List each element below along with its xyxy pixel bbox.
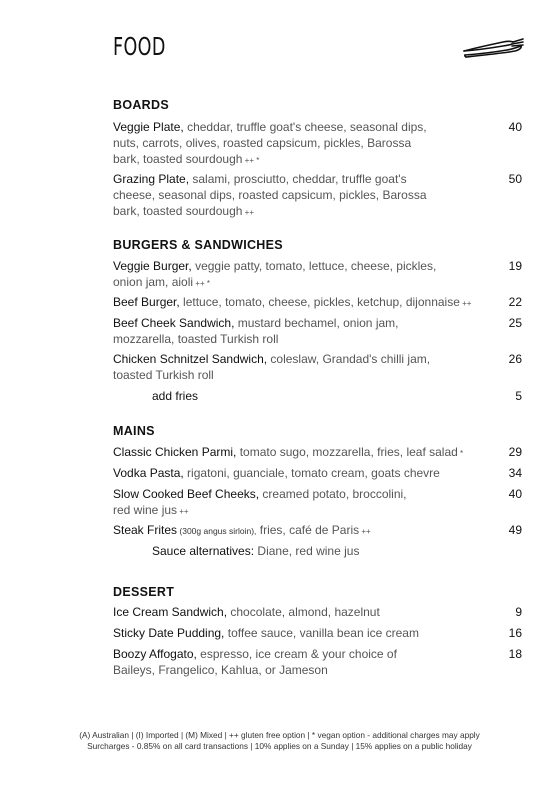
- menu-item-vodka-pasta: [113, 465, 473, 481]
- item-name: Grazing Plate,: [113, 172, 190, 186]
- item-price: 26: [508, 352, 522, 366]
- menu-item-sticky-date-pudding: [113, 625, 473, 641]
- dietary-mark: ++: [359, 527, 371, 536]
- menu-item-beef-cheek-sandwich: [113, 315, 439, 347]
- item-description: coleslaw, Grandad's chilli jam, toasted Turkish roll: [113, 352, 431, 382]
- item-name: Veggie Burger,: [113, 259, 192, 273]
- item-description: chocolate, almond, hazelnut: [227, 605, 380, 619]
- section-heading-dessert: DESSERT: [113, 585, 175, 599]
- section-heading-mains: MAINS: [113, 424, 155, 438]
- section-heading-boards: BOARDS: [113, 98, 169, 112]
- item-description: cheddar, truffle goat's cheese, seasonal dips, nuts, carrots, olives, roasted capsicum, pickles, Barossa bark, toasted sourdough: [113, 120, 427, 166]
- item-price: 9: [515, 605, 522, 619]
- footer-surcharges: Surcharges - 0.85% on all card transactions | 10% applies on a Sunday | 15% applies on a public holiday: [87, 741, 472, 751]
- item-name: Vodka Pasta,: [113, 466, 184, 480]
- item-description: lettuce, tomato, cheese, pickles, ketchup, dijonnaise: [179, 295, 460, 309]
- item-description: espresso, ice cream & your choice of Baileys, Frangelico, Kahlua, or Jameson: [113, 647, 397, 677]
- item-description: salami, prosciutto, cheddar, truffle goat's cheese, seasonal dips, roasted capsicum, pickles, Barossa bark, toasted sourdough: [113, 172, 427, 218]
- menu-item-steak-frites: [113, 522, 473, 540]
- dietary-mark: ++: [459, 299, 472, 308]
- item-price: 50: [508, 172, 522, 186]
- footer-legend: (A) Australian | (I) Imported | (M) Mixed | ++ gluten free option | * vegan option - additional charges may apply: [79, 730, 480, 740]
- item-name: Classic Chicken Parmi,: [113, 445, 237, 459]
- item-description: toffee sauce, vanilla bean ice cream: [224, 626, 419, 640]
- menu-item-grazing-plate: [113, 171, 439, 221]
- sauce-label: Sauce alternatives:: [152, 544, 255, 558]
- add-fries-label: add fries: [152, 389, 199, 403]
- menu-item-classic-chicken-parmi: [113, 444, 473, 462]
- item-name: Chicken Schnitzel Sandwich,: [113, 352, 268, 366]
- item-name: Sticky Date Pudding,: [113, 626, 225, 640]
- item-price: 19: [508, 259, 522, 273]
- menu-item-chicken-schnitzel-sandwich: [113, 351, 439, 383]
- item-name: Slow Cooked Beef Cheeks,: [113, 487, 260, 501]
- item-description: mustard bechamel, onion jam, mozzarella, toasted Turkish roll: [113, 316, 399, 346]
- item-price: 40: [508, 487, 522, 501]
- item-price: 22: [508, 295, 522, 309]
- item-description: creamed potato, broccolini, red wine jus: [113, 487, 407, 517]
- item-description: rigatoni, guanciale, tomato cream, goats chevre: [183, 466, 440, 480]
- menu-item-veggie-burger: [113, 258, 439, 292]
- item-name: Beef Cheek Sandwich,: [113, 316, 235, 330]
- dietary-mark: *: [457, 449, 464, 458]
- dietary-mark: ++: [177, 507, 189, 516]
- item-price: 34: [508, 466, 522, 480]
- item-note: (300g angus sirloin),: [177, 526, 257, 536]
- dietary-mark: ++ *: [242, 156, 260, 165]
- section-heading-burgers: BURGERS & SANDWICHES: [113, 238, 283, 252]
- menu-item-slow-cooked-beef-cheeks: [113, 486, 413, 520]
- item-name: Beef Burger,: [113, 295, 180, 309]
- item-price: 16: [508, 626, 522, 640]
- item-name: Steak Frites: [113, 523, 178, 537]
- cutlery-icon: [461, 33, 525, 61]
- item-name: Boozy Affogato,: [113, 647, 197, 661]
- item-price: 49: [508, 523, 522, 537]
- sauce-options: Diane, red wine jus: [254, 544, 360, 558]
- item-description: tomato sugo, mozzarella, fries, leaf salad: [236, 445, 458, 459]
- item-description: fries, café de Paris: [256, 523, 360, 537]
- item-name: Veggie Plate,: [113, 120, 184, 134]
- menu-item-boozy-affogato: [113, 646, 439, 678]
- item-price: 29: [508, 445, 522, 459]
- dietary-mark: ++: [242, 208, 254, 217]
- page-title: FOOD: [113, 32, 166, 61]
- dietary-mark: ++ *: [193, 279, 210, 288]
- item-price: 40: [508, 120, 522, 134]
- item-price: 5: [515, 389, 522, 403]
- item-description: veggie patty, tomato, lettuce, cheese, pickles, onion jam, aioli: [113, 259, 437, 289]
- item-name: Ice Cream Sandwich,: [113, 605, 228, 619]
- menu-item-beef-burger: [113, 294, 473, 312]
- sauce-alternatives: [152, 543, 478, 559]
- item-price: 18: [508, 647, 522, 661]
- item-price: 25: [508, 316, 522, 330]
- menu-item-ice-cream-sandwich: [113, 604, 473, 620]
- menu-item-veggie-plate: [113, 119, 439, 169]
